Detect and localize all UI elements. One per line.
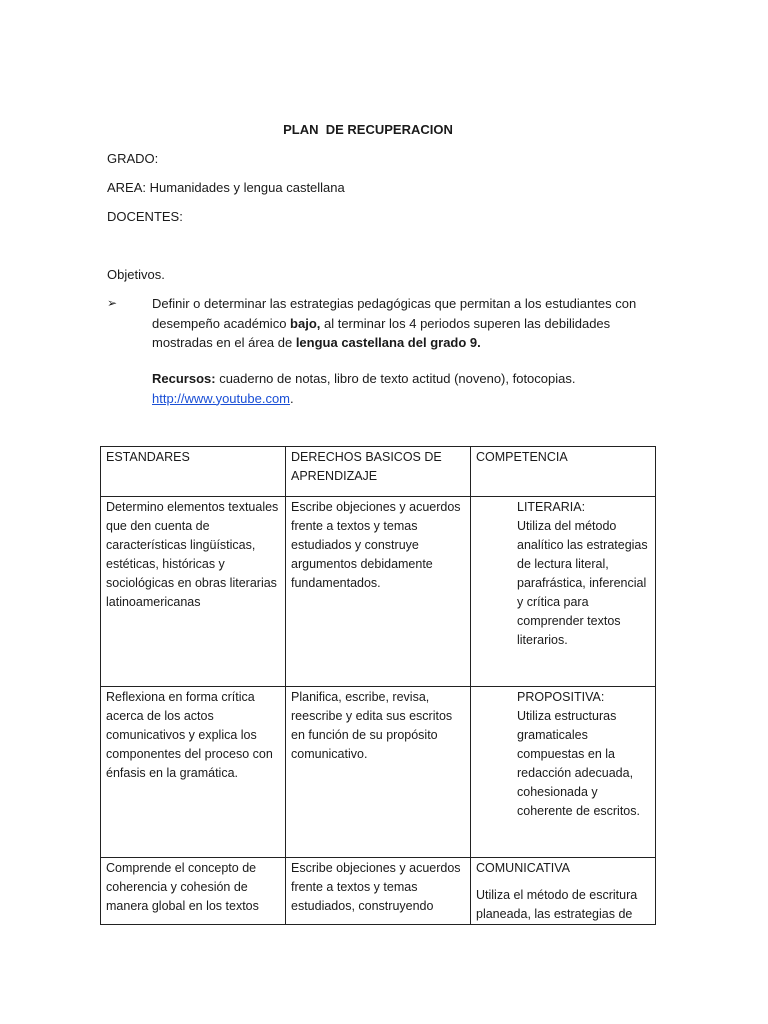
table-row [101,858,656,925]
youtube-link[interactable]: http://www.youtube.com [152,390,291,406]
derecho-cell: Escribe objeciones y acuerdos frente a textos y temas estudiados, construyendo [286,858,471,925]
competencia-cell [471,858,656,925]
resources-label: Recursos: [152,371,216,386]
table-row [101,497,656,687]
competencia-title: LITERARIA: [517,500,586,514]
grado-label: GRADO: [107,151,159,166]
header-derechos: DERECHOS BASICOS DE APRENDIZAJE [286,447,471,497]
resources-period: . [290,390,294,406]
derecho-cell: Planifica, escribe, revisa, reescribe y edita sus escritos en función de su propósito comunicativo. [286,687,471,858]
competencia-cell [471,687,656,858]
arrow-bullet-icon: ➢ [107,296,118,310]
objective-text-part2: al terminar los 4 periodos superen las debilidades mostradas en el área de [152,315,611,350]
objective-text-part1: Definir o determinar las estrategias pedagógicas que permitan a los estudiantes con desempeño académico [152,296,637,331]
competencia-text: Utiliza del método analítico las estrategias de lectura literal, parafrástica, inferencial y crítica para comprender textos literarios. [517,519,648,647]
estandar-cell: Determino elementos textuales que den cuenta de características lingüísticas, estéticas, históricas y sociológicas en obras literarias latinoamericanas [101,497,286,687]
estandar-cell: Reflexiona en forma crítica acerca de los actos comunicativos y explica los componentes del proceso con énfasis en la gramática. [101,687,286,858]
objective-bold-bajo: bajo, [290,315,321,331]
table-row [101,687,656,858]
header-competencia: COMPETENCIA [471,447,656,497]
recovery-plan-table [100,446,656,925]
header-estandares: ESTANDARES [101,447,286,497]
competencia-title: PROPOSITIVA: [517,690,605,704]
table-header-row [101,447,656,497]
competencia-cell [471,497,656,687]
competencia-title: COMUNICATIVA [476,861,570,875]
objetivos-label: Objetivos. [107,267,165,282]
derecho-cell: Escribe objeciones y acuerdos frente a textos y temas estudiados y construye argumentos debidamente fundamentados. [286,497,471,687]
objective-bold-grado: lengua castellana del grado 9. [295,335,481,350]
document-title: PLAN DE RECUPERACION [283,122,453,137]
estandar-cell: Comprende el concepto de coherencia y cohesión de manera global en los textos [101,858,286,925]
resources-text: cuaderno de notas, libro de texto actitud (noveno), fotocopias. [215,371,576,386]
competencia-text: Utiliza el método de escritura planeada, las estrategias de [476,888,638,921]
resources-paragraph [152,369,672,408]
competencia-text: Utiliza estructuras gramaticales compuestas en la redacción adecuada, cohesionada y coherente de escritos. [517,709,640,818]
objective-text [152,294,672,353]
docentes-label: DOCENTES: [107,209,183,224]
area-label: AREA: Humanidades y lengua castellana [107,180,345,195]
